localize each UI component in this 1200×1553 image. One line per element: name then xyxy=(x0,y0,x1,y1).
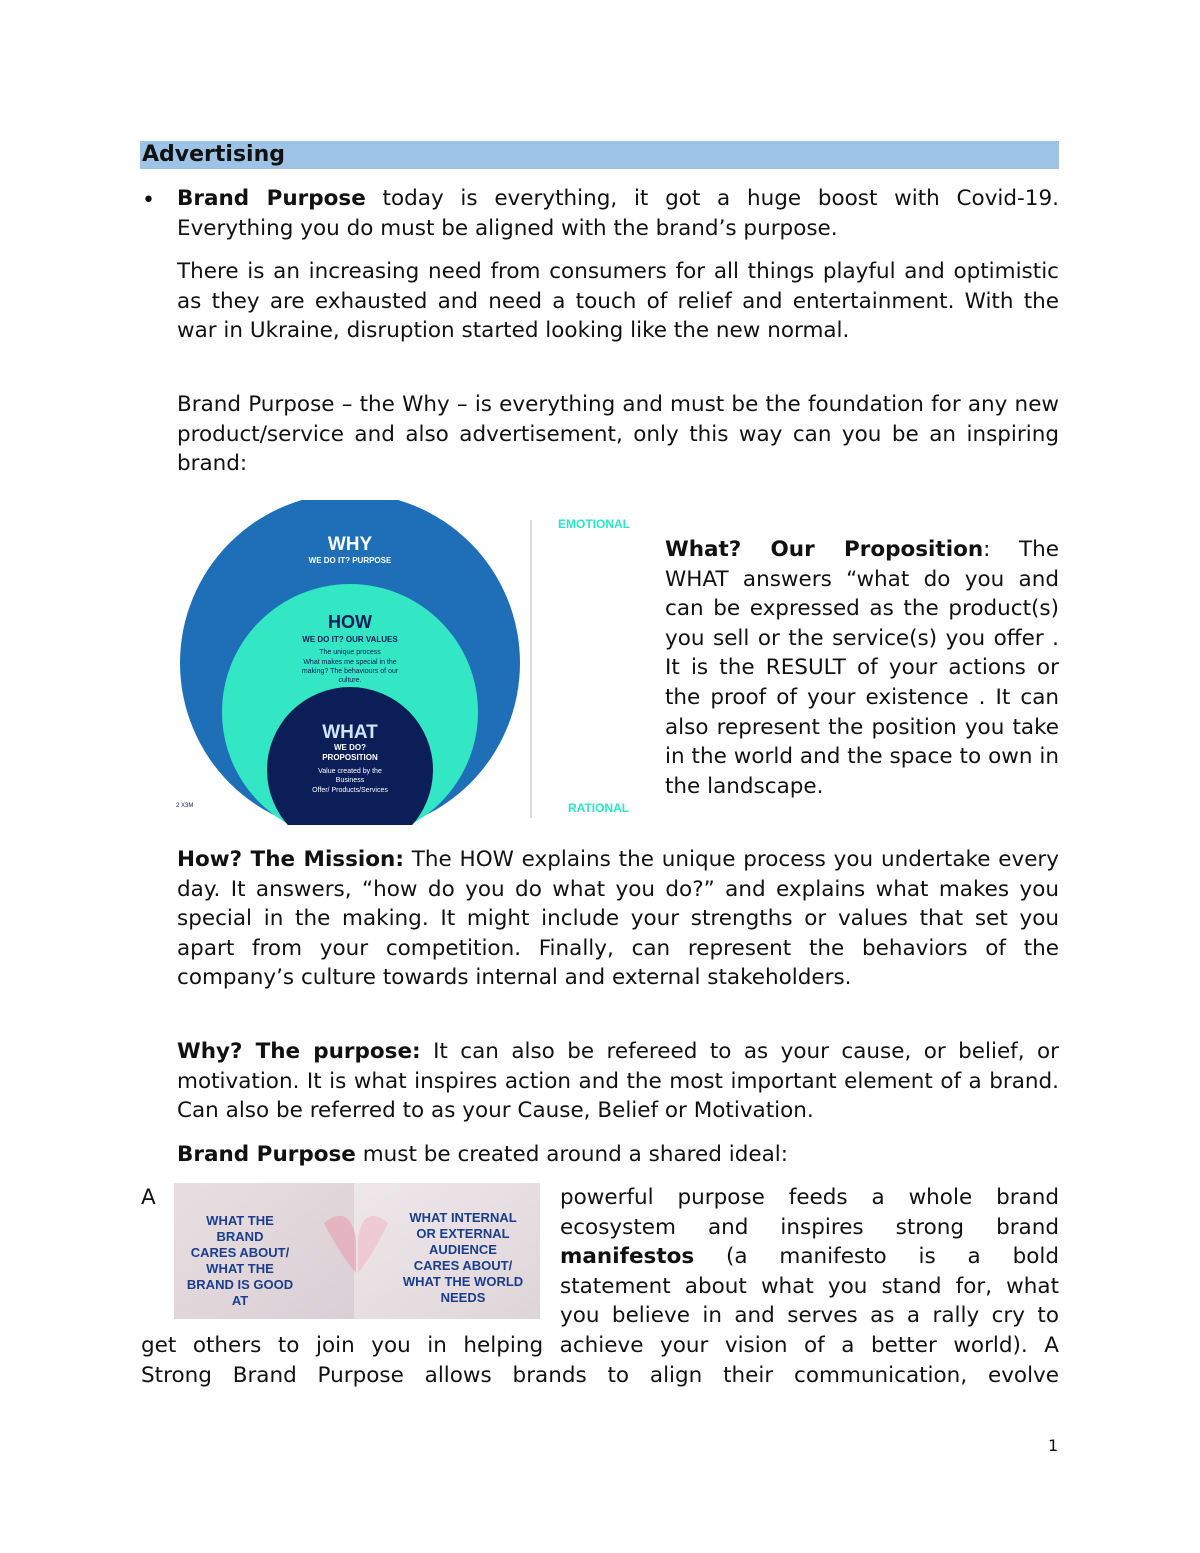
left-text-5: BRAND IS GOOD xyxy=(186,1277,294,1292)
bullet-icon: • xyxy=(142,188,155,213)
why-title: WHY xyxy=(327,534,373,555)
how-bold: How? The Mission: xyxy=(177,847,404,872)
manifesto-line-6: get others to join you in helping achieve your vision of a better world). A xyxy=(141,1333,1059,1358)
right-text-6: NEEDS xyxy=(440,1290,486,1305)
what-subtitle-2: PROPOSITION xyxy=(322,753,378,762)
how-desc-4: culture. xyxy=(338,677,362,684)
left-text-2: BRAND xyxy=(216,1229,264,1244)
how-subtitle: WE DO IT? OUR VALUES xyxy=(302,635,398,644)
section-heading: Advertising xyxy=(140,141,1059,169)
what-title: WHAT xyxy=(322,722,378,743)
brand-purpose-bold: Brand Purpose xyxy=(177,186,366,211)
right-text-4: CARES ABOUT/ xyxy=(413,1258,513,1273)
golden-circle-diagram xyxy=(174,500,644,825)
how-desc-1: The unique process xyxy=(319,649,381,656)
manifesto-line-7: Strong Brand Purpose allows brands to align their communication, evolve xyxy=(141,1362,1059,1388)
manifestos-bold: manifestos xyxy=(560,1244,695,1270)
emotional-label: EMOTIONAL xyxy=(558,517,630,531)
what-bold: What? Our Proposition xyxy=(665,537,984,562)
manifesto-line-4: statement about what you stand for, what xyxy=(560,1273,1059,1299)
how-desc-3: making? The behaviours of our xyxy=(301,668,399,675)
right-text-2: OR EXTERNAL xyxy=(416,1226,510,1241)
left-text-6: AT xyxy=(231,1293,249,1308)
manifesto-letter-a: A xyxy=(141,1185,156,1210)
why-paragraph: Why? The purpose: It can also be refereed to as your cause, or belief, or motivation. It is what inspires action and the most important element of a brand. Can also be referred to as your Cause, Belief or Motivation. xyxy=(177,1039,1059,1124)
how-desc-2: What makes me special in the xyxy=(303,659,397,666)
manifesto-line-3: manifestos (a manifesto is a bold xyxy=(560,1244,1059,1270)
what-desc-1: Value created by the xyxy=(318,768,382,775)
diagram-credit: 2 X3M xyxy=(176,803,194,809)
left-text-1: WHAT THE xyxy=(206,1213,274,1228)
manifesto-line-2: ecosystem and inspires strong brand xyxy=(560,1214,1059,1240)
intro-paragraph: Brand Purpose today is everything, it got a huge boost with Covid-19. Everything you do must be aligned with the brand’s purpose. xyxy=(177,186,1059,241)
right-text-1: WHAT INTERNAL xyxy=(409,1210,517,1225)
left-text-3: CARES ABOUT/ xyxy=(190,1245,290,1260)
manifesto-line-1: powerful purpose feeds a whole brand xyxy=(560,1185,1059,1210)
why-bold: Why? The purpose: xyxy=(177,1039,421,1064)
manifesto-line-5: you believe in and serves as a rally cry to xyxy=(560,1303,1059,1329)
what-paragraph: What? Our Proposition: The WHAT answers “what do you and can be expressed as the product(s) you sell or the service(s) you offer . It is the RESULT of your actions or the proof of your existence . It can also represent the position you take in the world and the space to own in the landscape. xyxy=(665,537,1059,799)
how-paragraph: How? The Mission: The HOW explains the unique process you undertake every day. It answers, “how do you do what you do?” and explains what makes you special in the making. It might include your strengths or values that set you apart from your competition. Finally, can represent the behaviors of the company’s culture towards internal and external stakeholders. xyxy=(177,847,1059,991)
right-text-5: WHAT THE WORLD xyxy=(402,1274,524,1289)
shared-bold: Brand Purpose xyxy=(177,1142,356,1167)
consumers-paragraph: There is an increasing need from consumers for all things playful and optimistic as they are exhausted and need a touch of relief and entertainment. With the war in Ukraine, disruption started looking like the new normal. xyxy=(177,259,1059,344)
what-subtitle-1: WE DO? xyxy=(334,743,366,752)
why-subtitle: WE DO IT? PURPOSE xyxy=(308,556,392,565)
right-text-3: AUDIENCE xyxy=(429,1242,497,1257)
page-number: 1 xyxy=(1048,1436,1059,1455)
left-text-4: WHAT THE xyxy=(206,1261,274,1276)
shared-ideal-image xyxy=(174,1183,540,1319)
shared-ideal-paragraph: Brand Purpose must be created around a shared ideal: xyxy=(177,1142,788,1167)
why-foundation-paragraph: Brand Purpose – the Why – is everything and must be the foundation for any new product/service and also advertisement, only this way can you be an inspiring brand: xyxy=(177,392,1059,477)
what-desc-3: Offer/ Products/Services xyxy=(312,787,388,794)
rational-label: RATIONAL xyxy=(568,801,630,815)
what-desc-2: Business xyxy=(335,777,365,784)
how-title: HOW xyxy=(328,612,372,632)
